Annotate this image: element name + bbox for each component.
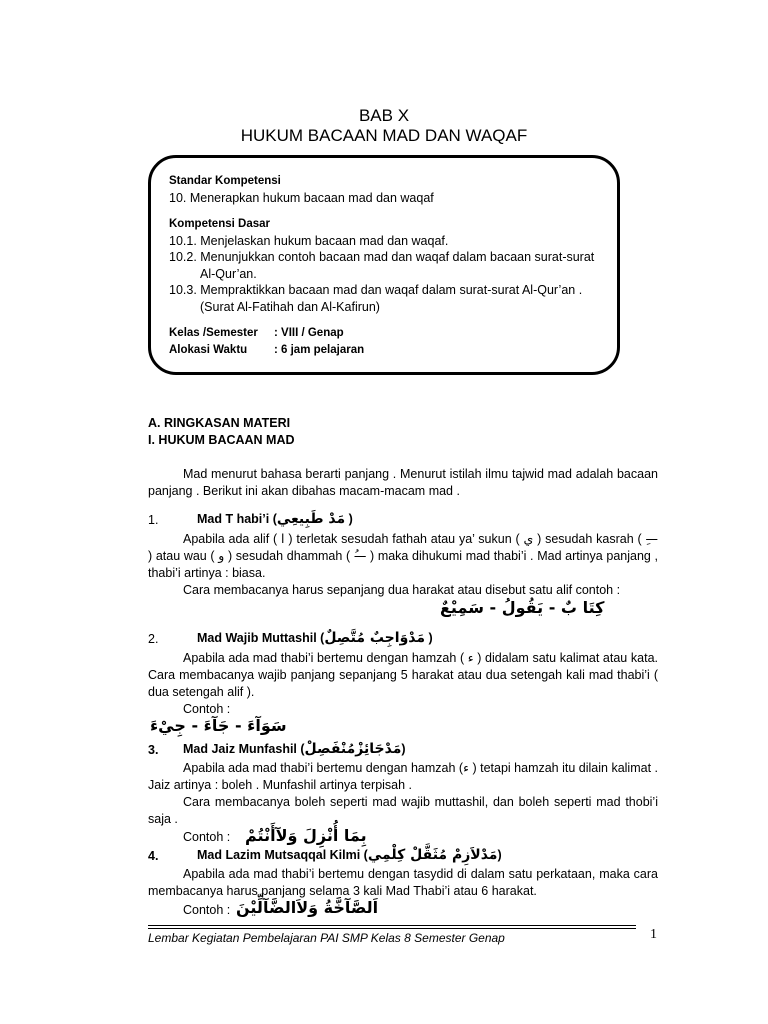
item-4-example: اَلصَّآخَّةُ وَلاَالضَّآلِّيْنَ — [236, 898, 379, 917]
kelas-label: Kelas /Semester — [169, 327, 258, 339]
item-1-example: كِتَا بٌ - يَقُولُ - سَمِيْعٌ — [440, 598, 605, 617]
footer-rule-double — [148, 928, 636, 929]
footer-text: Lembar Kegiatan Pembelajaran PAI SMP Kelas 8 Semester Genap — [148, 931, 505, 945]
item-2-number: 2. — [148, 632, 159, 646]
item-4-contoh: Contoh : — [183, 903, 231, 917]
chapter-title: HUKUM BACAAN MAD DAN WAQAF — [240, 126, 528, 145]
item-3-cara: Cara membacanya boleh seperti mad wajib muttashil, dan boleh seperti mad thobi’i saja . — [148, 795, 658, 826]
item-1-arabic: مَدْ طَبِيعِي — [276, 511, 346, 527]
item-2-example: سَوَآءَ - جَآءَ - جِيْءَ — [150, 716, 287, 735]
item-2-paragraph: Apabila ada mad thabi’i bertemu dengan hamzah ( ء ) didalam satu kalimat atau kata. Cara membacanya wajib panjang sepanjang 5 harakat atau dua setengah kali mad thabi’i ( dua setengah alif ). — [148, 651, 658, 699]
item-2-close: ) — [425, 631, 433, 645]
item-3-example: بِمَا أُنْزِلَ وَلآأَنْتُمْ — [245, 826, 367, 845]
kd-item-1: 10.1. Menjelaskan hukum bacaan mad dan waqaf. — [169, 233, 449, 248]
item-1-number: 1. — [148, 513, 159, 527]
competency-box — [148, 155, 620, 375]
item-4-number: 4. — [148, 849, 159, 863]
item-3-close: ) — [401, 742, 406, 756]
item-3-number: 3. — [148, 743, 159, 757]
kd-item-3: 10.3. Mempraktikkan bacaan mad dan waqaf dalam surat-surat Al-Qur’an . — [169, 283, 583, 297]
kd-item-2-cont: Al-Qur’an. — [200, 266, 257, 281]
alokasi-value: : 6 jam pelajaran — [274, 343, 365, 356]
sk-title: Standar Kompetensi — [169, 175, 281, 187]
item-1-title: Mad T habi’i ( — [197, 512, 277, 526]
item-3-title: Mad Jaiz Munfashil ( — [183, 742, 305, 756]
item-1-heading — [197, 511, 353, 527]
item-4-heading — [197, 847, 502, 863]
intro-paragraph: Mad menurut bahasa berarti panjang . Menurut istilah ilmu tajwid mad adalah bacaan panjang . Berikut ini akan dibahas macam-macam mad . — [148, 467, 658, 498]
item-2-arabic: مَدْوَاجِبٌ مُتَّصِلٌ — [324, 630, 426, 646]
item-4-paragraph: Apabila ada mad thabi’i bertemu dengan tasydid di dalam satu perkataan, maka cara membacanya harus panjang selama 3 kali Mad Thabi’i atau 6 harakat. — [148, 867, 658, 898]
item-1-cara: Cara membacanya harus sepanjang dua harakat atau disebut satu alif contoh : — [183, 583, 621, 597]
section-i-heading: I. HUKUM BACAAN MAD — [148, 433, 295, 447]
kelas-row — [169, 325, 599, 342]
kd-item-3-cont: (Surat Al-Fatihah dan Al-Kafirun) — [200, 299, 380, 314]
item-1-paragraph: Apabila ada alif ( ا ) terletak sesudah fathah atau ya’ sukun ( ي ) sesudah kasrah ( —ِ ) atau wau ( و ) sesudah dhammah ( —ُ ) maka dihukumi mad thabi’i . Mad artinya panjang , thabi’i artinya : biasa. — [148, 532, 658, 580]
chapter-heading: BAB X — [358, 106, 410, 125]
item-2-title: Mad Wajib Muttashil ( — [197, 631, 325, 645]
alokasi-row — [169, 342, 599, 359]
alokasi-label: Alokasi Waktu — [169, 343, 248, 356]
item-3-contoh: Contoh : — [183, 830, 231, 844]
item-2-heading — [197, 630, 433, 646]
item-3-arabic: مَدْجَائِزْمُنْفَصِلْ — [304, 741, 402, 757]
item-4-arabic: مَدْلاَزِمْ مُثَقَّلْ كِلْمِي — [367, 847, 498, 863]
item-4-close: ) — [497, 848, 502, 862]
kd-title: Kompetensi Dasar — [169, 218, 270, 230]
item-1-close: ) — [345, 512, 353, 526]
item-3-heading — [183, 741, 406, 757]
item-2-contoh: Contoh : — [183, 702, 231, 716]
item-3-paragraph: Apabila ada mad thabi’i bertemu dengan hamzah (ء ) tetapi hamzah itu dilain kalimat . Jaiz artinya : boleh . Munfashil artinya terpisah . — [148, 761, 659, 792]
page-number: 1 — [650, 927, 657, 942]
sk-item: 10. Menerapkan hukum bacaan mad dan waqaf — [169, 190, 434, 205]
section-a-heading: A. RINGKASAN MATERI — [148, 416, 291, 430]
kd-item-2: 10.2. Menunjukkan contoh bacaan mad dan waqaf dalam bacaan surat-surat — [169, 250, 595, 264]
footer-rule — [148, 925, 636, 926]
item-4-title: Mad Lazim Mutsaqqal Kilmi ( — [197, 848, 368, 862]
kelas-value: : VIII / Genap — [274, 327, 344, 339]
